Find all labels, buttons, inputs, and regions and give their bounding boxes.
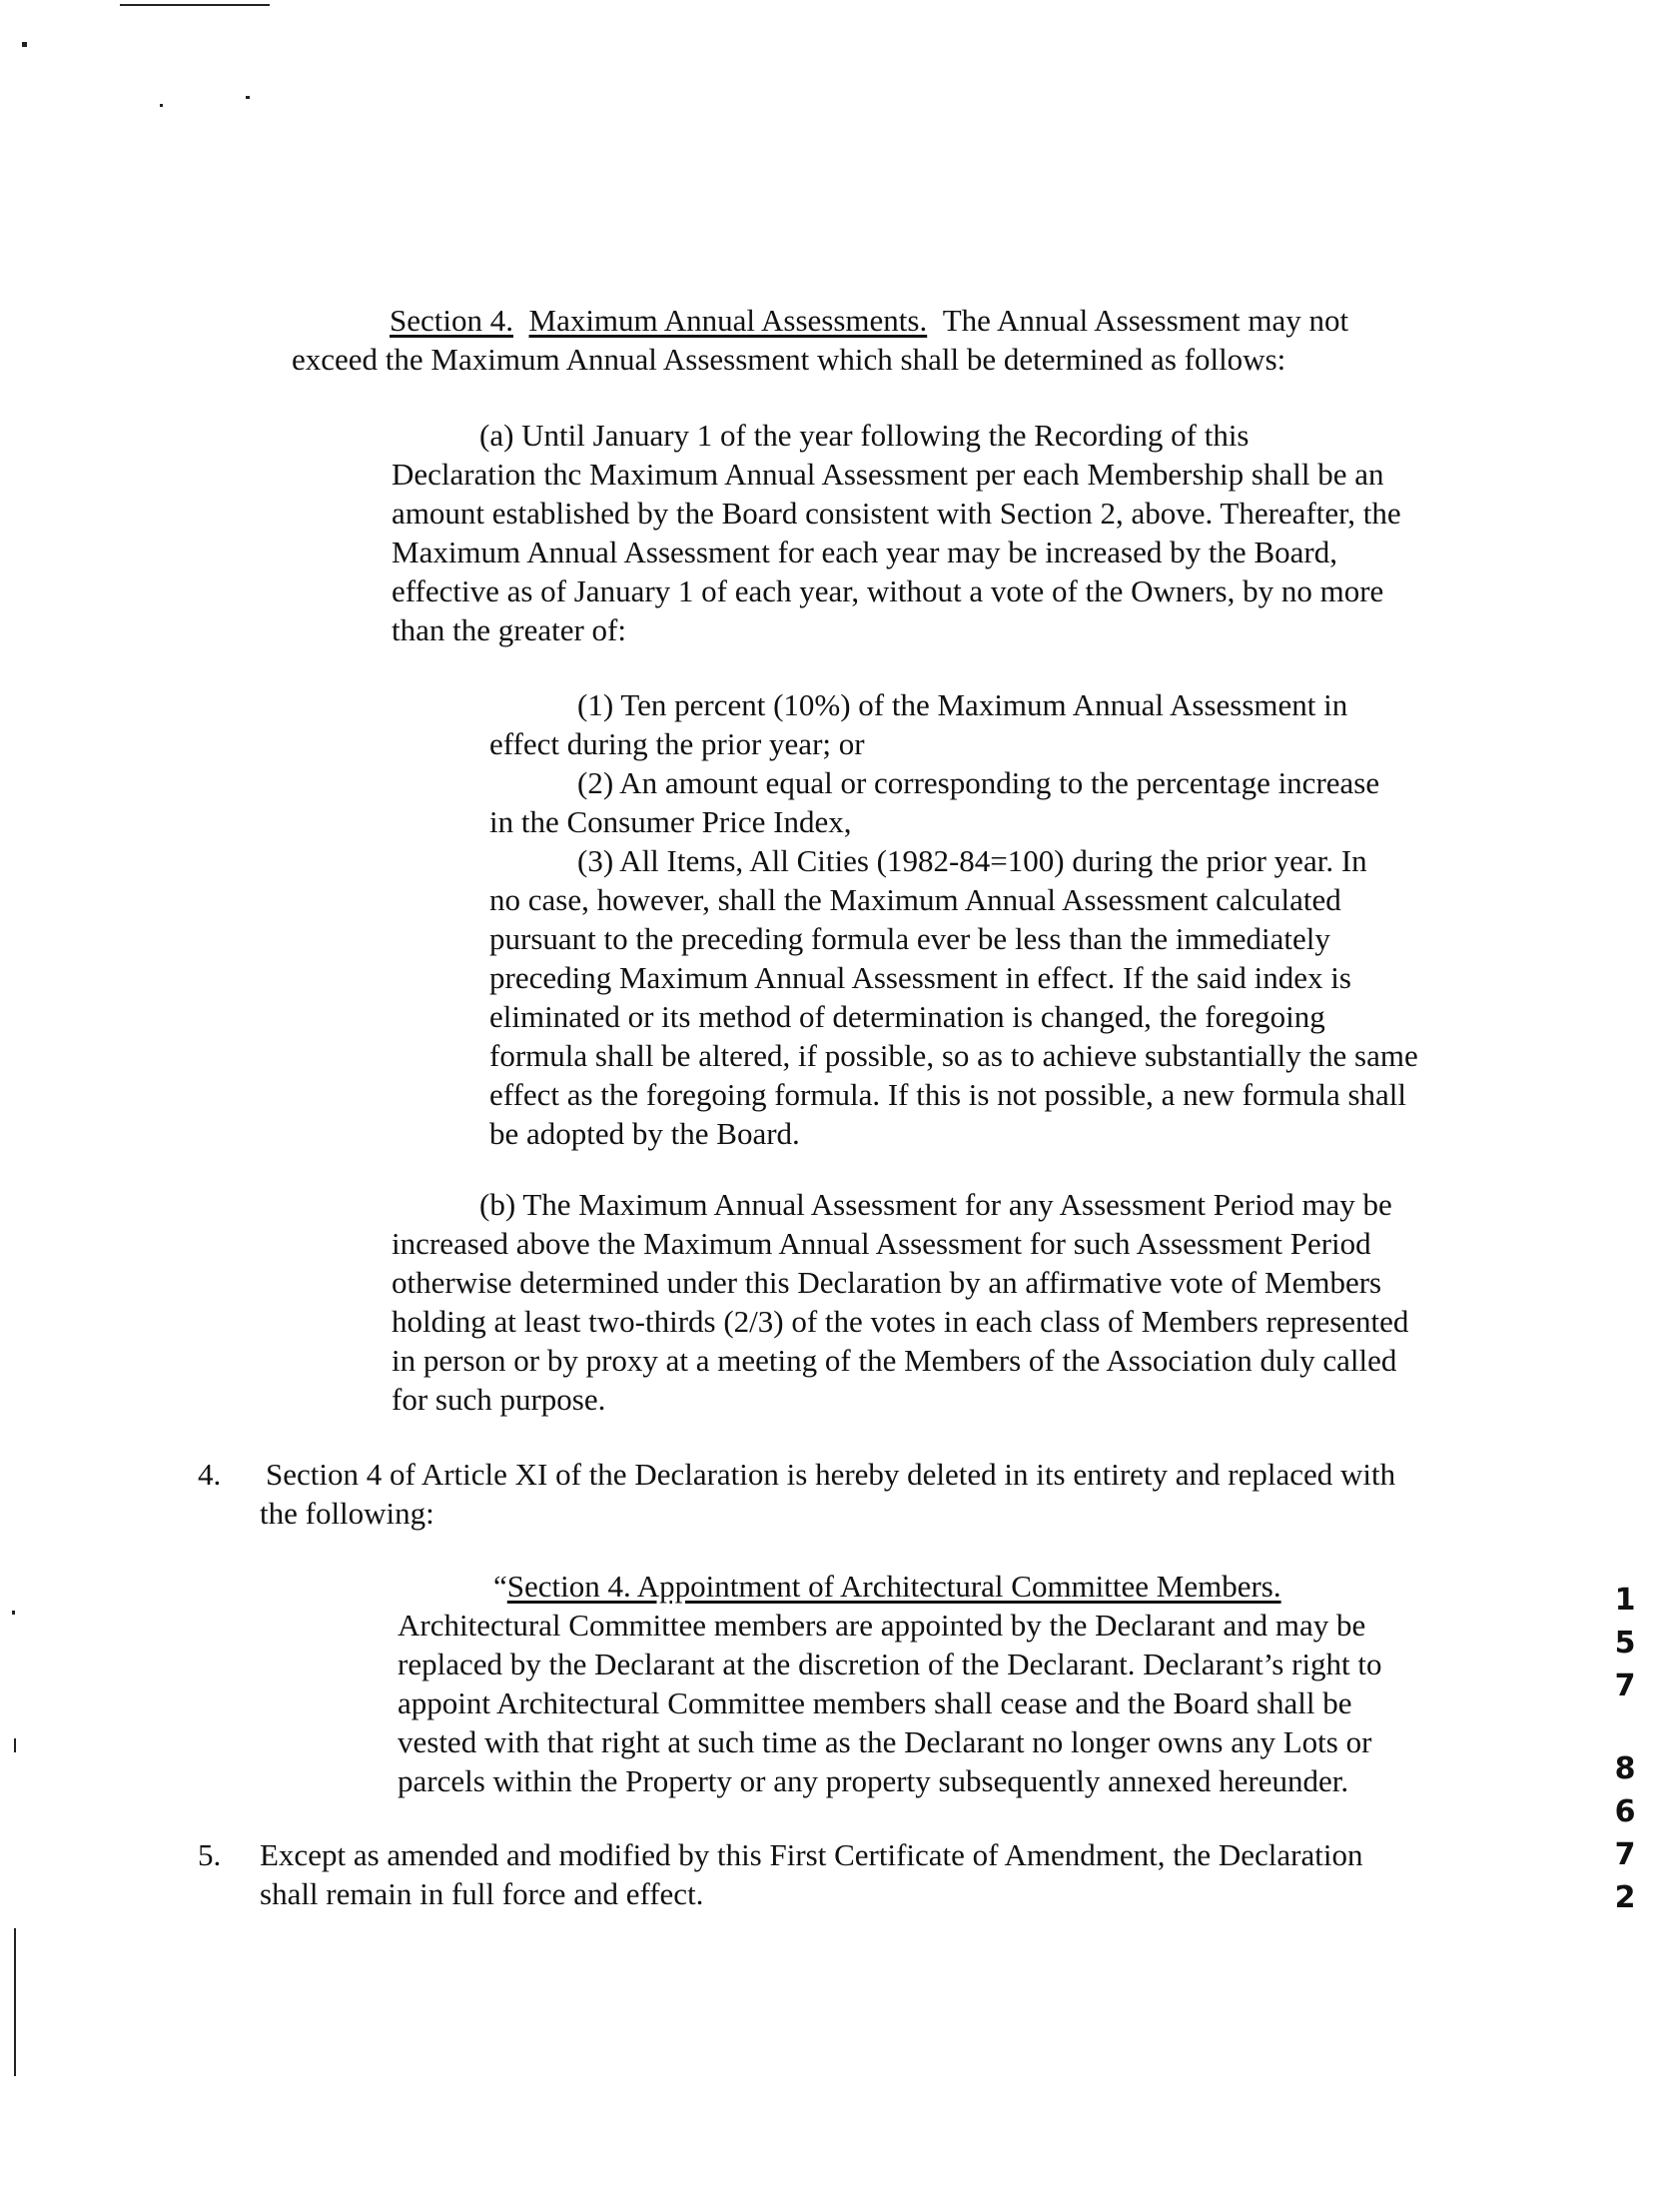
section4-intro bbox=[292, 301, 1348, 379]
paragraph-b-line: otherwise determined under this Declaration by an affirmative vote of Members bbox=[392, 1265, 1382, 1300]
paragraph-b bbox=[392, 1185, 1408, 1419]
sub-list bbox=[489, 685, 1418, 1153]
item5-line: shall remain in full force and effect. bbox=[260, 1876, 704, 1911]
quote-line: replaced by the Declarant at the discretion of the Declarant. Declarant’s right to bbox=[398, 1647, 1382, 1681]
sub-list-line: effect as the foregoing formula. If this is not possible, a new formula shall bbox=[489, 1077, 1406, 1112]
scan-speck bbox=[12, 1611, 15, 1615]
recording-number-digit: 2 bbox=[1614, 1880, 1636, 1915]
sub-list-line: effect during the prior year; or bbox=[489, 726, 865, 761]
recording-number-digit: 7 bbox=[1614, 1837, 1636, 1872]
quote-title-line bbox=[398, 1567, 1382, 1606]
section4-intro-rest: The Annual Assessment may not bbox=[942, 303, 1349, 338]
sub-list-line: (3) All Items, All Cities (1982-84=100) during the prior year. In bbox=[577, 843, 1367, 878]
scan-speck bbox=[22, 42, 27, 47]
quote-line: parcels within the Property or any property subsequently annexed hereunder. bbox=[398, 1763, 1349, 1798]
quote-line: vested with that right at such time as the Declarant no longer owns any Lots or bbox=[398, 1724, 1372, 1759]
scan-speck bbox=[246, 96, 250, 99]
paragraph-a-line: Declaration thc Maximum Annual Assessment per each Membership shall be an bbox=[392, 457, 1384, 492]
recording-number-digit: 1 bbox=[1614, 1583, 1636, 1618]
paragraph-a-line: effective as of January 1 of each year, without a vote of the Owners, by no more bbox=[392, 573, 1384, 608]
quote-title: Section 4. Appointment of Architectural Committee Members. bbox=[506, 1569, 1281, 1604]
paragraph-b-line: for such purpose. bbox=[392, 1382, 606, 1417]
quote-line: appoint Architectural Committee members shall cease and the Board shall be bbox=[398, 1685, 1352, 1720]
scan-speck bbox=[160, 104, 163, 107]
open-quote: “ bbox=[493, 1569, 507, 1604]
scan-left-edge-line bbox=[14, 1928, 16, 2076]
paragraph-a-line: than the greater of: bbox=[392, 612, 626, 647]
recording-number bbox=[1608, 1579, 1642, 1919]
item4-line: Section 4 of Article XI of the Declaration is hereby deleted in its entirety and replaced with bbox=[266, 1457, 1396, 1492]
scan-top-rule bbox=[120, 4, 270, 6]
recording-number-digit: 8 bbox=[1614, 1751, 1636, 1786]
section4-intro-line1 bbox=[292, 301, 1348, 340]
paragraph-a bbox=[392, 416, 1401, 649]
scan-left-edge-line bbox=[14, 1738, 16, 1752]
section4-title: Maximum Annual Assessments. bbox=[528, 303, 928, 338]
paragraph-b-line: increased above the Maximum Annual Assessment for such Assessment Period bbox=[392, 1226, 1371, 1261]
sub-list-line: eliminated or its method of determination is changed, the foregoing bbox=[489, 999, 1325, 1034]
item5-number: 5. bbox=[198, 1837, 222, 1872]
paragraph-b-line: in person or by proxy at a meeting of the Members of the Association duly called bbox=[392, 1343, 1397, 1378]
sub-list-line: in the Consumer Price Index, bbox=[489, 804, 852, 839]
sub-list-line: no case, however, shall the Maximum Annual Assessment calculated bbox=[489, 882, 1341, 917]
item4-text bbox=[260, 1455, 1395, 1533]
item5-text bbox=[260, 1835, 1362, 1913]
section4-intro-line2: exceed the Maximum Annual Assessment which shall be determined as follows: bbox=[292, 342, 1286, 377]
item4-number: 4. bbox=[198, 1457, 222, 1492]
paragraph-a-line: (a) Until January 1 of the year following the Recording of this bbox=[479, 418, 1250, 453]
item4-line: the following: bbox=[260, 1496, 434, 1531]
amended-section-quote bbox=[398, 1567, 1382, 1800]
recording-number-digit: 5 bbox=[1614, 1626, 1636, 1660]
paragraph-a-line: Maximum Annual Assessment for each year may be increased by the Board, bbox=[392, 535, 1337, 569]
sub-list-line: pursuant to the preceding formula ever be less than the immediately bbox=[489, 921, 1330, 956]
quote-line: Architectural Committee members are appointed by the Declarant and may be bbox=[398, 1608, 1366, 1643]
recording-number-digit: 7 bbox=[1614, 1668, 1636, 1703]
sub-list-line: be adopted by the Board. bbox=[489, 1116, 800, 1151]
paragraph-b-line: (b) The Maximum Annual Assessment for any Assessment Period may be bbox=[479, 1187, 1392, 1222]
sub-list-line: preceding Maximum Annual Assessment in effect. If the said index is bbox=[489, 960, 1351, 995]
paragraph-b-line: holding at least two-thirds (2/3) of the votes in each class of Members represented bbox=[392, 1304, 1409, 1339]
recording-number-digit: 6 bbox=[1614, 1794, 1636, 1829]
section4-heading: Section 4. bbox=[390, 303, 513, 338]
paragraph-a-line: amount established by the Board consistent with Section 2, above. Thereafter, the bbox=[392, 496, 1401, 531]
sub-list-line: (2) An amount equal or corresponding to the percentage increase bbox=[577, 765, 1380, 800]
sub-list-line: (1) Ten percent (10%) of the Maximum Annual Assessment in bbox=[577, 687, 1348, 722]
item5-line: Except as amended and modified by this First Certificate of Amendment, the Declaration bbox=[260, 1837, 1363, 1872]
sub-list-line: formula shall be altered, if possible, so as to achieve substantially the same bbox=[489, 1038, 1418, 1073]
